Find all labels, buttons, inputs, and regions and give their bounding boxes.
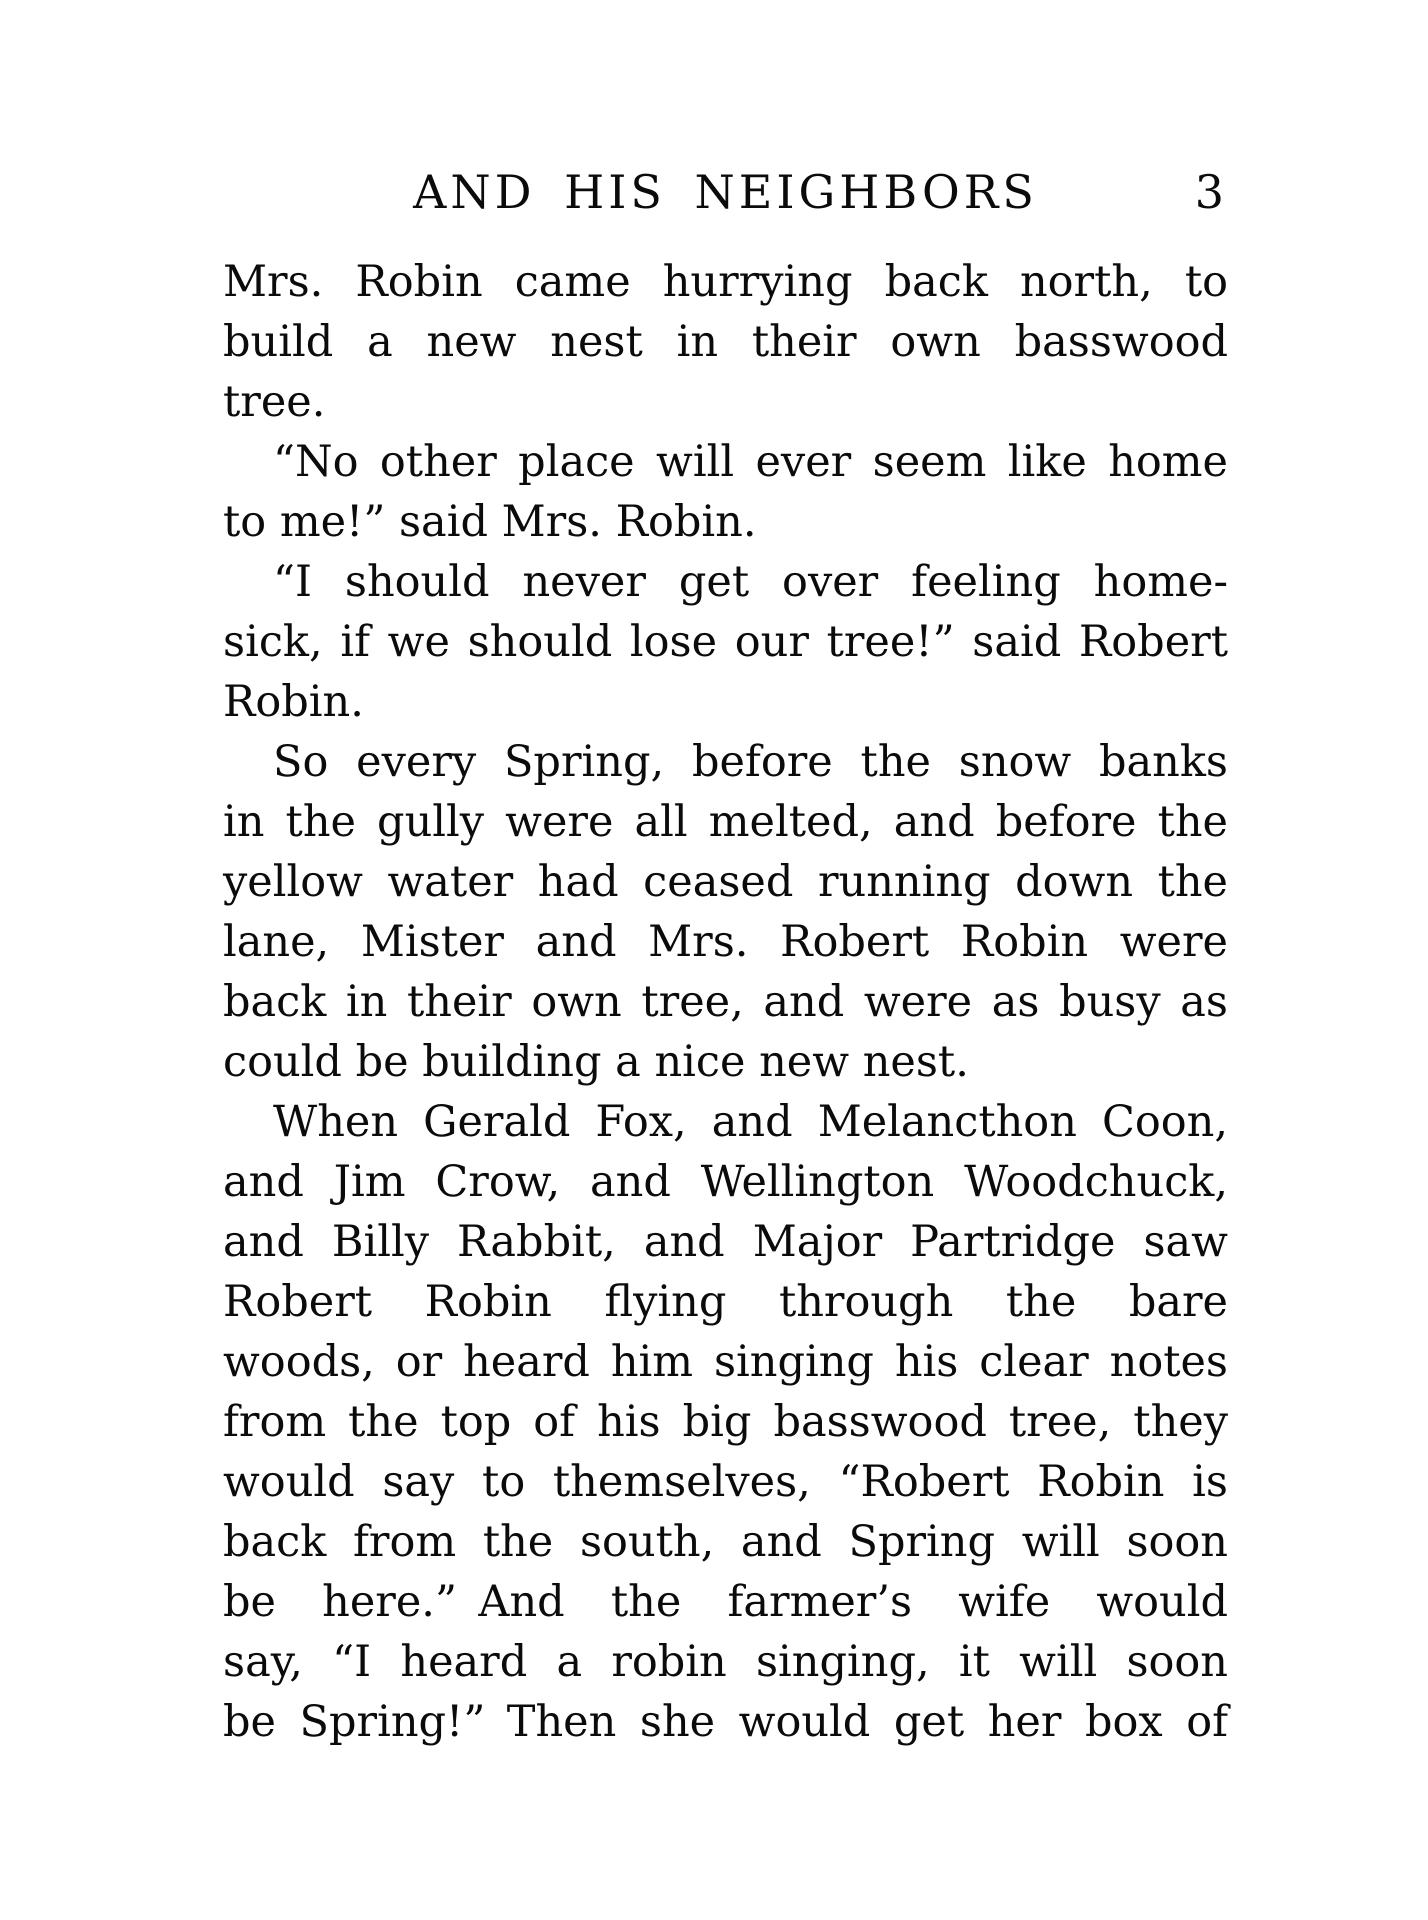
running-header	[223, 166, 1228, 220]
page-body-text	[223, 252, 1228, 1752]
text-line: and Billy Rabbit, and Major Partridge saw	[223, 1217, 1228, 1267]
text-line: build a new nest in their own basswood	[223, 317, 1228, 367]
text-line: Mrs. Robin came hurrying back north, to	[223, 257, 1228, 307]
text-line: back in their own tree, and were as busy as	[223, 977, 1228, 1027]
text-line: back from the south, and Spring will soon	[223, 1517, 1228, 1567]
text-line: be Spring!” Then she would get her box of	[223, 1697, 1228, 1747]
text-line: So every Spring, before the snow banks	[273, 737, 1228, 787]
text-line: woods, or heard him singing his clear notes	[223, 1337, 1228, 1387]
text-line: in the gully were all melted, and before the	[223, 797, 1228, 847]
text-line: say, “I heard a robin singing, it will soon	[223, 1637, 1228, 1687]
text-line: sick, if we should lose our tree!” said Robert	[223, 617, 1228, 667]
text-line: from the top of his big basswood tree, they	[223, 1397, 1228, 1447]
text-line: yellow water had ceased running down the	[223, 857, 1228, 907]
running-header-title: AND HIS NEIGHBORS	[413, 165, 1038, 219]
text-line: and Jim Crow, and Wellington Woodchuck,	[223, 1157, 1228, 1207]
text-line: Robert Robin flying through the bare	[223, 1277, 1228, 1327]
text-line: be here.” And the farmer’s wife would	[223, 1577, 1228, 1627]
text-line: could be building a nice new nest.	[223, 1037, 969, 1087]
text-line: When Gerald Fox, and Melancthon Coon,	[273, 1097, 1228, 1147]
text-line: “I should never get over feeling home-	[273, 557, 1228, 607]
text-line: Robin.	[223, 677, 364, 727]
text-line: to me!” said Mrs. Robin.	[223, 497, 757, 547]
text-line: “No other place will ever seem like home	[273, 437, 1228, 487]
text-line: would say to themselves, “Robert Robin is	[223, 1457, 1228, 1507]
text-line: tree.	[223, 377, 326, 427]
text-line: lane, Mister and Mrs. Robert Robin were	[223, 917, 1228, 967]
page-number: 3	[1194, 165, 1224, 219]
